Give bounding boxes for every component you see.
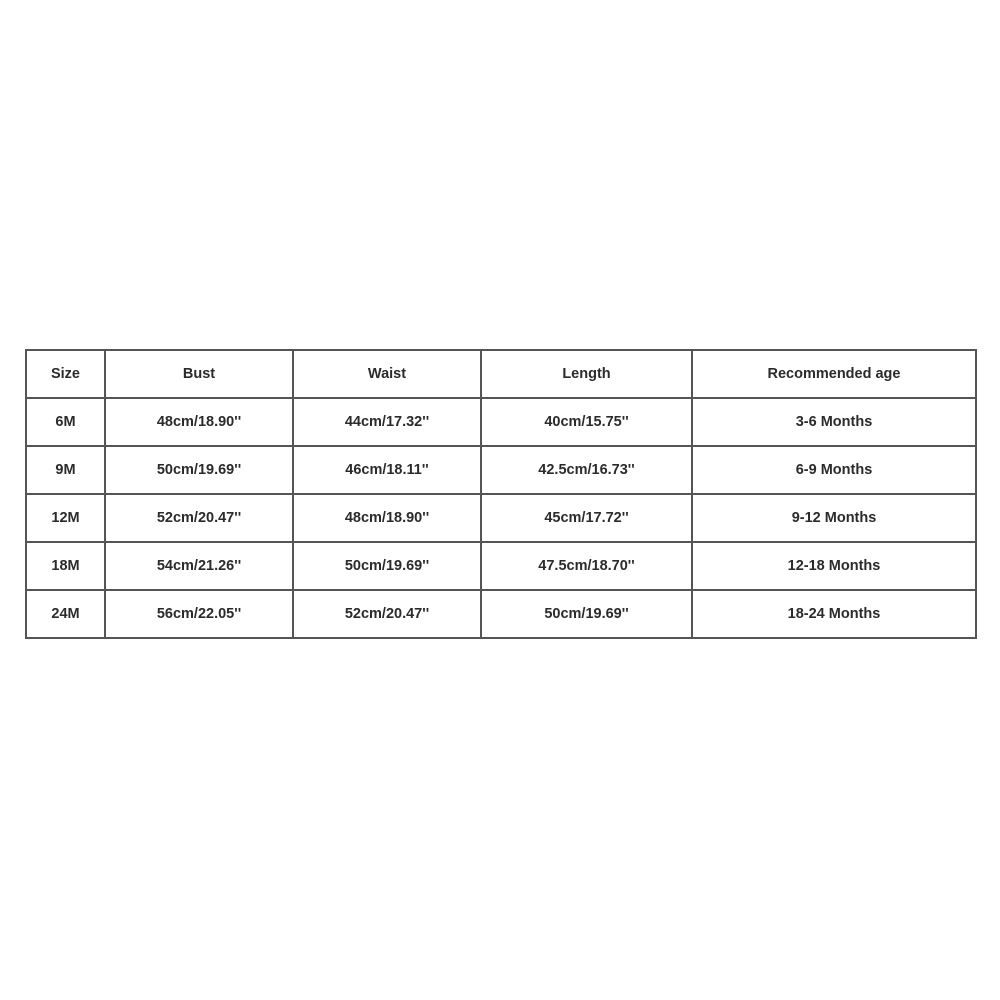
header-recommended-age: Recommended age <box>692 350 976 398</box>
cell-bust: 50cm/19.69'' <box>105 446 293 494</box>
cell-bust: 56cm/22.05'' <box>105 590 293 638</box>
cell-size: 24M <box>26 590 105 638</box>
cell-bust: 48cm/18.90'' <box>105 398 293 446</box>
cell-age: 3-6 Months <box>692 398 976 446</box>
table-row <box>26 542 976 590</box>
table-header-row <box>26 350 976 398</box>
header-bust: Bust <box>105 350 293 398</box>
table-row <box>26 446 976 494</box>
cell-waist: 46cm/18.11'' <box>293 446 481 494</box>
cell-size: 6M <box>26 398 105 446</box>
header-size: Size <box>26 350 105 398</box>
header-waist: Waist <box>293 350 481 398</box>
size-chart-table <box>25 349 977 639</box>
cell-age: 18-24 Months <box>692 590 976 638</box>
table-row <box>26 398 976 446</box>
header-length: Length <box>481 350 692 398</box>
cell-waist: 44cm/17.32'' <box>293 398 481 446</box>
cell-bust: 54cm/21.26'' <box>105 542 293 590</box>
cell-size: 9M <box>26 446 105 494</box>
table-row <box>26 590 976 638</box>
cell-length: 45cm/17.72'' <box>481 494 692 542</box>
cell-age: 6-9 Months <box>692 446 976 494</box>
cell-size: 12M <box>26 494 105 542</box>
cell-waist: 48cm/18.90'' <box>293 494 481 542</box>
cell-age: 12-18 Months <box>692 542 976 590</box>
table-row <box>26 494 976 542</box>
cell-waist: 50cm/19.69'' <box>293 542 481 590</box>
cell-age: 9-12 Months <box>692 494 976 542</box>
cell-length: 42.5cm/16.73'' <box>481 446 692 494</box>
cell-size: 18M <box>26 542 105 590</box>
cell-bust: 52cm/20.47'' <box>105 494 293 542</box>
cell-length: 40cm/15.75'' <box>481 398 692 446</box>
cell-waist: 52cm/20.47'' <box>293 590 481 638</box>
cell-length: 50cm/19.69'' <box>481 590 692 638</box>
cell-length: 47.5cm/18.70'' <box>481 542 692 590</box>
